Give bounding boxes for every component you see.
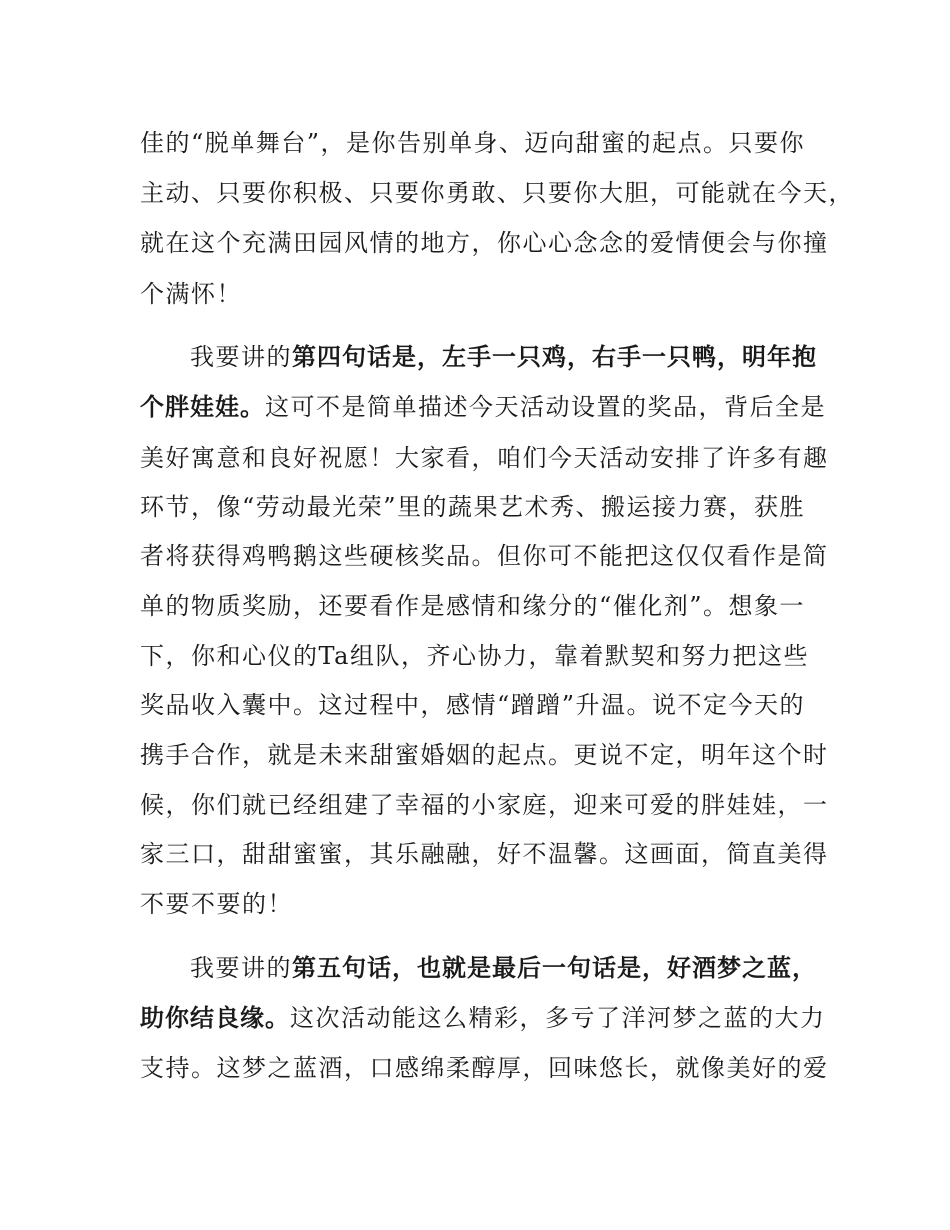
paragraph-line: 候，你们就已经组建了幸福的小家庭，迎来可爱的胖娃娃，一 — [140, 791, 829, 819]
paragraph-line: 支持。这梦之蓝酒，口感绵柔醇厚，回味悠长，就像美好的爱 — [140, 1054, 829, 1082]
paragraph-text: 这可不是简单描述今天活动设置的奖品，背后全是 — [265, 393, 826, 421]
paragraph-line: 者将获得鸡鸭鹅这些硬核奖品。但你可不能把这仅仅看作是简 — [140, 542, 829, 570]
paragraph-five-second-line — [140, 1002, 826, 1034]
paragraph-line: 奖品收入囊中。这过程中，感情“蹭蹭”升温。说不定今天的 — [140, 691, 806, 719]
paragraph-line: 单的物质奖励，还要看作是感情和缘分的“催化剂”。想象一 — [140, 592, 806, 620]
paragraph-line: 佳的“脱单舞台”，是你告别单身、迈向甜蜜的起点。只要你 — [140, 129, 806, 157]
paragraph-line: 不要不要的！ — [140, 890, 293, 918]
paragraph-line: 美好寓意和良好祝愿！大家看，咱们今天活动安排了许多有趣 — [140, 444, 829, 472]
paragraph-five-first-line — [190, 952, 817, 984]
paragraph-heading-bold: 助你结良缘。 — [140, 1004, 290, 1032]
paragraph-line: 下，你和心仪的Ta组队，齐心协力，靠着默契和努力把这些 — [140, 642, 809, 670]
paragraph-four-first-line — [190, 341, 817, 373]
paragraph-heading-bold: 第五句话，也就是最后一句话是，好酒梦之蓝， — [292, 954, 817, 982]
paragraph-line: 携手合作，就是未来甜蜜婚姻的起点。更说不定，明年这个时 — [140, 741, 829, 769]
paragraph-text: 这次活动能这么精彩，多亏了洋河梦之蓝的大力 — [290, 1004, 826, 1032]
paragraph-intro: 我要讲的 — [190, 954, 292, 982]
paragraph-heading-bold: 个胖娃娃。 — [140, 393, 265, 421]
paragraph-line: 就在这个充满田园风情的地方，你心心念念的爱情便会与你撞 — [140, 229, 829, 257]
paragraph-heading-bold: 第四句话是，左手一只鸡，右手一只鸭，明年抱 — [292, 343, 817, 371]
paragraph-intro: 我要讲的 — [190, 343, 292, 371]
paragraph-line: 主动、只要你积极、只要你勇敢、只要你大胆，可能就在今天， — [140, 179, 854, 207]
paragraph-line: 环节，像“劳动最光荣”里的蔬果艺术秀、搬运接力赛，获胜 — [140, 493, 806, 521]
paragraph-line: 家三口，甜甜蜜蜜，其乐融融，好不温馨。这画面，简直美得 — [140, 840, 829, 868]
paragraph-four-second-line — [140, 391, 826, 423]
paragraph-line: 个满怀！ — [140, 280, 242, 308]
